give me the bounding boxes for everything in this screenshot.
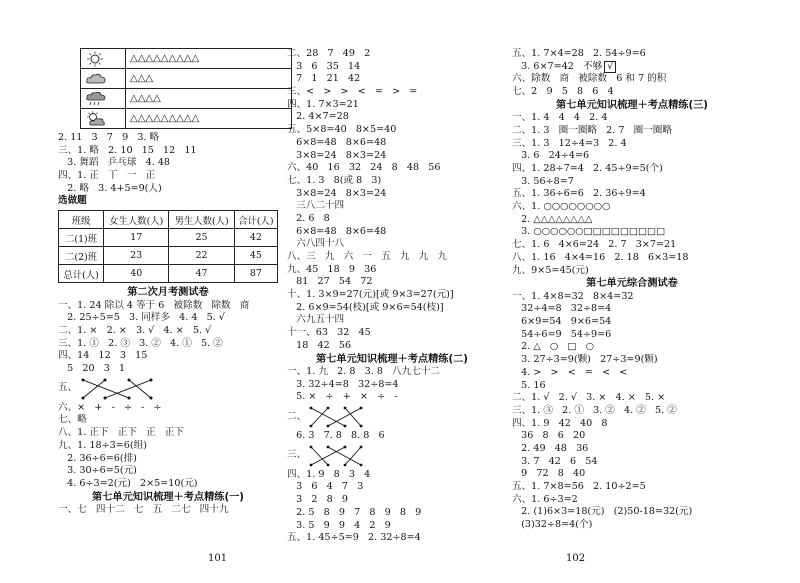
symbol-row xyxy=(81,49,292,69)
answer-line: 3. 5 9 9 4 2 9 xyxy=(287,519,391,531)
table-header-cell: 班级 xyxy=(59,211,104,229)
table-header-cell: 男生人数(人) xyxy=(169,211,234,229)
answer-line: 五、1. 36÷6=6 2. 36÷9=4 xyxy=(512,188,646,200)
answer-line: 四、1. 7×3=21 xyxy=(287,98,359,110)
answer-line: 二、1. × 2. × 3. √ 4. × 5. √ xyxy=(58,325,212,336)
table-row xyxy=(59,265,278,283)
table-header-cell: 女生人数(人) xyxy=(104,211,169,229)
answer-line: 2. 5 8 9 7 8 9 8 9 xyxy=(287,506,422,518)
answer-line: 36 8 6 20 xyxy=(512,430,586,442)
answer-line: 三、1. 3 12÷4=3 2. 4 xyxy=(512,137,627,149)
answer-line: 9 72 8 40 xyxy=(512,468,586,480)
answer-line: 八、1. 正下 正下 正 正下 xyxy=(58,427,184,439)
answer-line: 3 6 4 7 3 xyxy=(287,481,364,493)
answer-line: 三、 xyxy=(287,449,307,461)
section-heading: 第七单元知识梳理＋考点精练(一) xyxy=(92,491,244,503)
sun-icon xyxy=(81,49,126,69)
answer-line: 一、七 四十二 七 五 二七 四十九 xyxy=(58,504,229,516)
table-cell: 25 xyxy=(169,229,234,247)
class-count-table xyxy=(58,210,278,283)
answer-line: 七、略 xyxy=(58,414,87,426)
answer-line: 二、28 7 49 2 xyxy=(287,48,371,59)
table-cell: 总计(人) xyxy=(59,265,104,283)
symbol-row xyxy=(81,109,292,129)
table-cell: 23 xyxy=(104,247,169,265)
answer-line: 四、1. 28÷7=4 2. 45÷9=5(个) xyxy=(512,163,663,174)
table-cell: 45 xyxy=(234,247,277,265)
matching-lines-diagram xyxy=(77,377,157,401)
symbol-marks: △△△ xyxy=(126,69,292,89)
answer-line: 九、1. 18÷3=6(组) xyxy=(58,439,147,451)
answer-line: 八、三 九 六 一 五 九 九 九 xyxy=(287,251,447,262)
answer-line: 一、1. 九 2. 8 3. 8 八九七十二 xyxy=(287,366,441,377)
table-cell: 17 xyxy=(104,229,169,247)
table-cell: 22 xyxy=(169,247,234,265)
answer-line: 2. 11 3 7 9 3. 略 xyxy=(58,132,160,143)
answer-line: 一、1. 24 除以 4 等于 6 被除数 除数 商 xyxy=(58,299,250,311)
answer-line: 三八二十四 xyxy=(287,200,345,212)
table-cell: 47 xyxy=(169,265,234,283)
answer-line: 5. 16 xyxy=(512,379,546,391)
answer-line: 七、2 9 5 8 6 4 xyxy=(512,86,614,98)
answer-line: 七、1. 6 4×6=24 2. 7 3×7=21 xyxy=(512,239,677,251)
answer-line: 3. 56÷8=7 xyxy=(512,175,574,187)
answer-line: 六八四十八 xyxy=(287,238,345,250)
answer-line: 三、1. ③ 2. ① 3. ② 4. ② 5. ② xyxy=(512,404,677,416)
answer-line: 3. ○○○○○○□□□□□□□□□ xyxy=(512,226,666,238)
symbol-marks: △△△△△△△△△ xyxy=(126,49,292,69)
answer-line: 54÷6=9 54÷9=6 xyxy=(512,328,612,340)
answer-line: 八、1. 16 4×4=16 2. 18 6×3=18 xyxy=(512,251,689,263)
answer-line: 3×8=24 8×3=24 xyxy=(287,187,387,199)
answer-line: 二、1. 3 圈一圈略 2. 7 圈一圈略 xyxy=(512,124,672,136)
answer-line: 三、1. 略 2. 10 15 12 11 xyxy=(58,144,197,156)
answer-line: 5 20 3 1 xyxy=(58,363,126,375)
column-3 xyxy=(512,48,752,532)
answer-line: 5. × ÷ + × ÷ - xyxy=(287,391,398,403)
answer-line: 6×9=54 9×6=54 xyxy=(512,316,612,328)
section-heading: 第二次月考测试卷 xyxy=(127,287,209,299)
answer-line: 2. 36÷6=6(排) xyxy=(58,452,137,464)
answer-line: 4. > > < = < < xyxy=(512,366,628,378)
table-cell: 40 xyxy=(104,265,169,283)
table-header-row xyxy=(59,211,278,229)
answer-line: 四、1. 9 8 3 4 xyxy=(287,468,371,480)
answer-line: 二、 xyxy=(287,410,307,422)
section-heading: 第七单元综合测试卷 xyxy=(586,278,678,290)
column-1 xyxy=(58,48,278,517)
table-header-cell: 合计(人) xyxy=(234,211,277,229)
cloud-icon xyxy=(81,69,126,89)
matching-lines-diagram xyxy=(306,405,366,429)
answer-line: 3. 27÷3=9(颗) 27÷3=9(颗) xyxy=(512,354,658,366)
answer-line: 2. (1)6×3=18(元) (2)50-18=32(元) xyxy=(512,506,693,518)
answer-line: 七、1. 3 8(或 8 3) xyxy=(287,174,382,186)
answer-line: 一、1. 4×8=32 8×4=32 xyxy=(512,290,634,302)
answer-line: 四、1. 9 42 40 8 xyxy=(512,417,608,429)
answer-line: 32÷4=8 32÷8=4 xyxy=(512,303,612,315)
table-cell: 42 xyxy=(234,229,277,247)
answer-line: 81 27 54 72 xyxy=(287,276,373,288)
answer-line: 五、1. 7×8=56 2. 10÷2=5 xyxy=(512,481,646,492)
matching-answer xyxy=(58,376,278,402)
answer-line: 2. 49 48 36 xyxy=(512,442,589,454)
answer-line: 四、1. 正 丅 一 正 xyxy=(58,170,156,182)
answer-text: 3. 6×7=42 不够 xyxy=(512,60,603,72)
answer-line: 五、1. 45÷5=9 2. 32÷8=4 xyxy=(287,532,421,544)
answer-line: 3×8=24 8×3=24 xyxy=(287,149,387,161)
answer-line: 六、1. 6÷3=2 xyxy=(512,493,578,505)
answer-line: 6. 3 7. 8 8. 8 6 xyxy=(287,430,385,442)
column-2 xyxy=(287,48,497,545)
answer-line: 3. 30÷6=5(元) xyxy=(58,465,137,477)
symbol-marks: △△△△ xyxy=(126,89,292,109)
page-number-left: 101 xyxy=(208,553,228,564)
answer-line: 2. 略 3. 4+5=9(人) xyxy=(58,182,162,194)
answer-line: 六、除数 商 被除数 6 和 7 的积 xyxy=(512,73,667,85)
answer-line: 18 42 56 xyxy=(287,339,352,351)
answer-line: 2. △△△△△△△△ xyxy=(512,213,593,225)
symbol-marks: △△△△△△△△△ xyxy=(126,109,292,129)
answer-line: 三、< > > < = > = xyxy=(287,86,418,98)
answer-line: 九、9×5=45(元) xyxy=(512,264,589,276)
table-row xyxy=(59,247,278,265)
answer-line: (3)32÷8=4(个) xyxy=(512,519,593,531)
answer-line: 四、14 12 3 15 xyxy=(58,350,148,362)
answer-line: 二、1. √ 2. √ 3. × 4. × 5. × xyxy=(512,392,666,404)
answer-line: 6×8=48 8×6=48 xyxy=(287,225,387,237)
answer-line: 五、1. 7×4=28 2. 54÷9=6 xyxy=(512,48,646,59)
answer-line: 3. 6 24÷4=6 xyxy=(512,150,590,162)
symbol-row xyxy=(81,89,292,109)
answer-line: 三、1. ① 2. ③ 3. ② 4. ① 5. ② xyxy=(58,337,223,349)
matching-answer xyxy=(287,443,497,469)
section-heading: 第七单元知识梳理＋考点精练(二) xyxy=(316,353,468,365)
answer-line: 3 2 8 9 xyxy=(287,494,349,506)
answer-line: 五、5×8=40 8×5=40 xyxy=(287,124,397,136)
answer-line: 一、1. 4 4 4 2. 4 xyxy=(512,112,608,124)
answer-line: 六、1. ○○○○○○○○ xyxy=(512,201,611,213)
section-heading: 第七单元知识梳理＋考点精练(三) xyxy=(556,99,708,111)
answer-line: 五、 xyxy=(58,382,78,394)
table-cell: 87 xyxy=(234,265,277,283)
answer-line: 3. 32÷4=8 32÷8=4 xyxy=(287,378,399,390)
answer-line: 六、40 16 32 24 8 48 56 xyxy=(287,162,441,174)
answer-line: 2. 6×9=54(枝)[或 9×6=54(枝)] xyxy=(287,301,444,313)
answer-line: 3. 7 42 6 54 xyxy=(512,455,598,467)
answer-line: 六九五十四 xyxy=(287,314,345,326)
answer-line xyxy=(512,61,752,74)
answer-line: 3. 舞蹈 乒乓球 4. 48 xyxy=(58,157,171,169)
matching-lines-diagram xyxy=(306,444,366,468)
symbol-table xyxy=(80,48,292,129)
table-cell: 二(2)班 xyxy=(59,247,104,265)
answer-line: 2. 25÷5=5 3. 同样多 4. 4 5. √ xyxy=(58,312,225,324)
answer-line: 4. 6÷3=2(元) 2×5=10(元) xyxy=(58,477,198,489)
answer-line: 九、45 18 9 36 xyxy=(287,263,377,275)
matching-answer xyxy=(287,404,497,430)
answer-line: 6×8=48 8×6=48 xyxy=(287,136,387,148)
answer-line: 十、1. 3×9=27(元)[或 9×3=27(元)] xyxy=(287,289,454,301)
answer-line: 十一、63 32 45 xyxy=(287,327,371,339)
answer-line: 2. △ ○ □ ○ xyxy=(512,341,594,353)
answer-line: 六、× + - ÷ - ÷ xyxy=(58,401,162,413)
answer-line: 7 1 21 42 xyxy=(287,73,361,85)
section-label: 选做题 xyxy=(58,195,87,207)
answer-line: 2. 4×7=28 xyxy=(287,111,349,123)
check-box: √ xyxy=(604,61,616,73)
table-cell: 二(1)班 xyxy=(59,229,104,247)
answer-line: 3 6 35 14 xyxy=(287,60,361,72)
symbol-row xyxy=(81,69,292,89)
page-number-right: 102 xyxy=(566,553,586,564)
sun-cloud-icon xyxy=(81,109,126,129)
table-row xyxy=(59,229,278,247)
rain-cloud-icon xyxy=(81,89,126,109)
answer-line: 2. 6 8 xyxy=(287,212,330,224)
